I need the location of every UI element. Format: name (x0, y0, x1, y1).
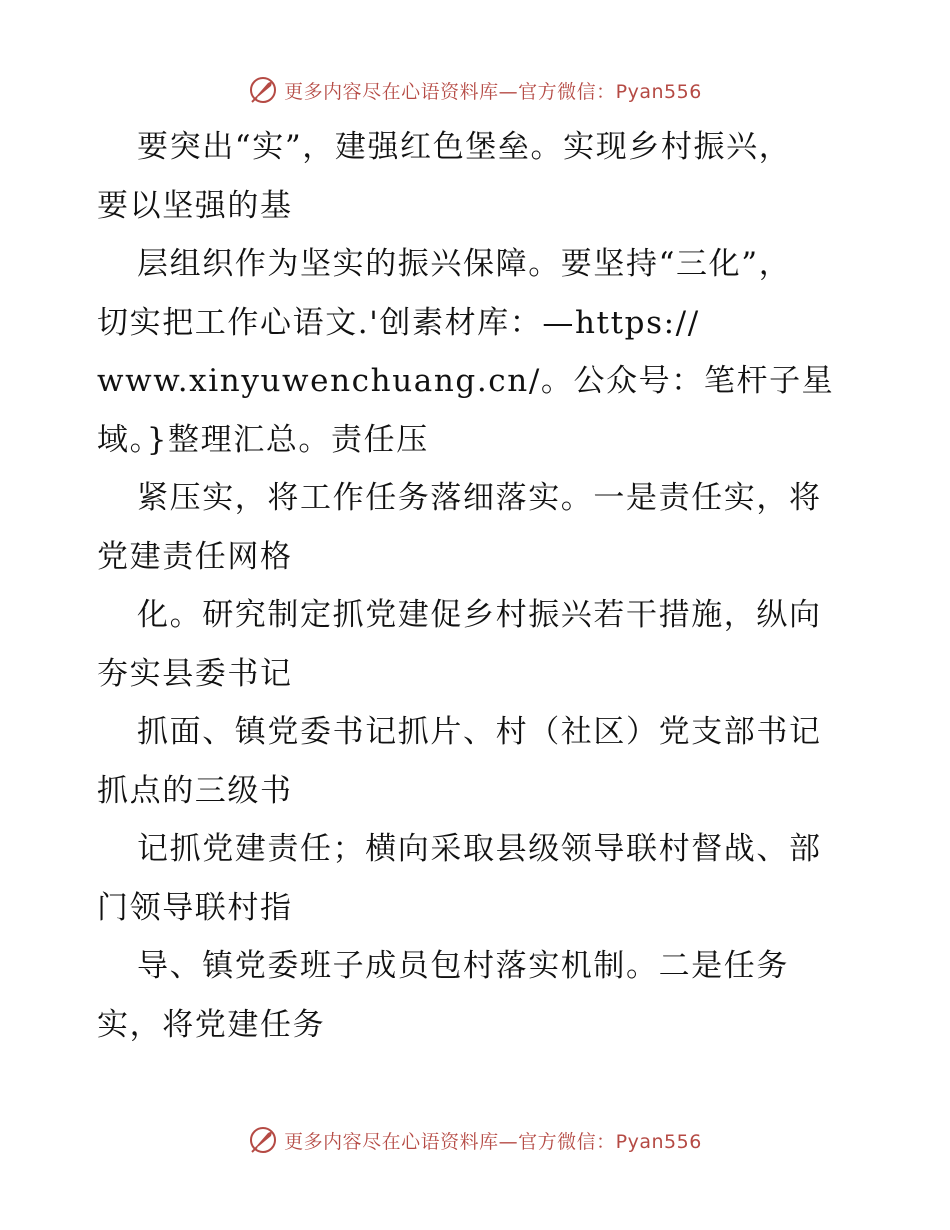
document-body (97, 118, 867, 1054)
feather-pen-logo-icon (248, 75, 278, 105)
text-line: 党建责任网格 (97, 538, 293, 575)
header-banner (0, 70, 950, 110)
text-line: 夯实县委书记 (97, 655, 293, 692)
text-line: 抓点的三级书 (97, 772, 293, 809)
text-line: 域。}整理汇总。责任压 (97, 421, 429, 458)
header-banner-text: 更多内容尽在心语资料库—官方微信：Pyan556 (284, 80, 702, 103)
text-line: 实，将党建任务 (97, 1006, 326, 1043)
footer-banner-text: 更多内容尽在心语资料库—官方微信：Pyan556 (284, 1130, 702, 1153)
text-line: 门领导联村指 (97, 889, 293, 926)
text-line: 紧压实，将工作任务落细落实。一是责任实，将 (137, 480, 822, 516)
text-line: 切实把工作心语文.'创素材库：—https:// (97, 304, 700, 341)
text-line: 要以坚强的基 (97, 187, 293, 224)
footer-banner (0, 1120, 950, 1160)
feather-pen-logo-icon (248, 1125, 278, 1155)
text-line: 层组织作为坚实的振兴保障。要坚持“三化”， (137, 246, 792, 282)
text-line: www.xinyuwenchuang.cn/。公众号：笔杆子星 (97, 363, 835, 399)
text-line: 要突出“实”，建强红色堡垒。实现乡村振兴， (137, 129, 792, 165)
text-line: 抓面、镇党委书记抓片、村（社区）党支部书记 (137, 714, 822, 750)
text-line: 导、镇党委班子成员包村落实机制。二是任务 (137, 948, 789, 984)
text-line: 化。研究制定抓党建促乡村振兴若干措施，纵向 (137, 597, 822, 633)
text-line: 记抓党建责任；横向采取县级领导联村督战、部 (137, 831, 822, 867)
